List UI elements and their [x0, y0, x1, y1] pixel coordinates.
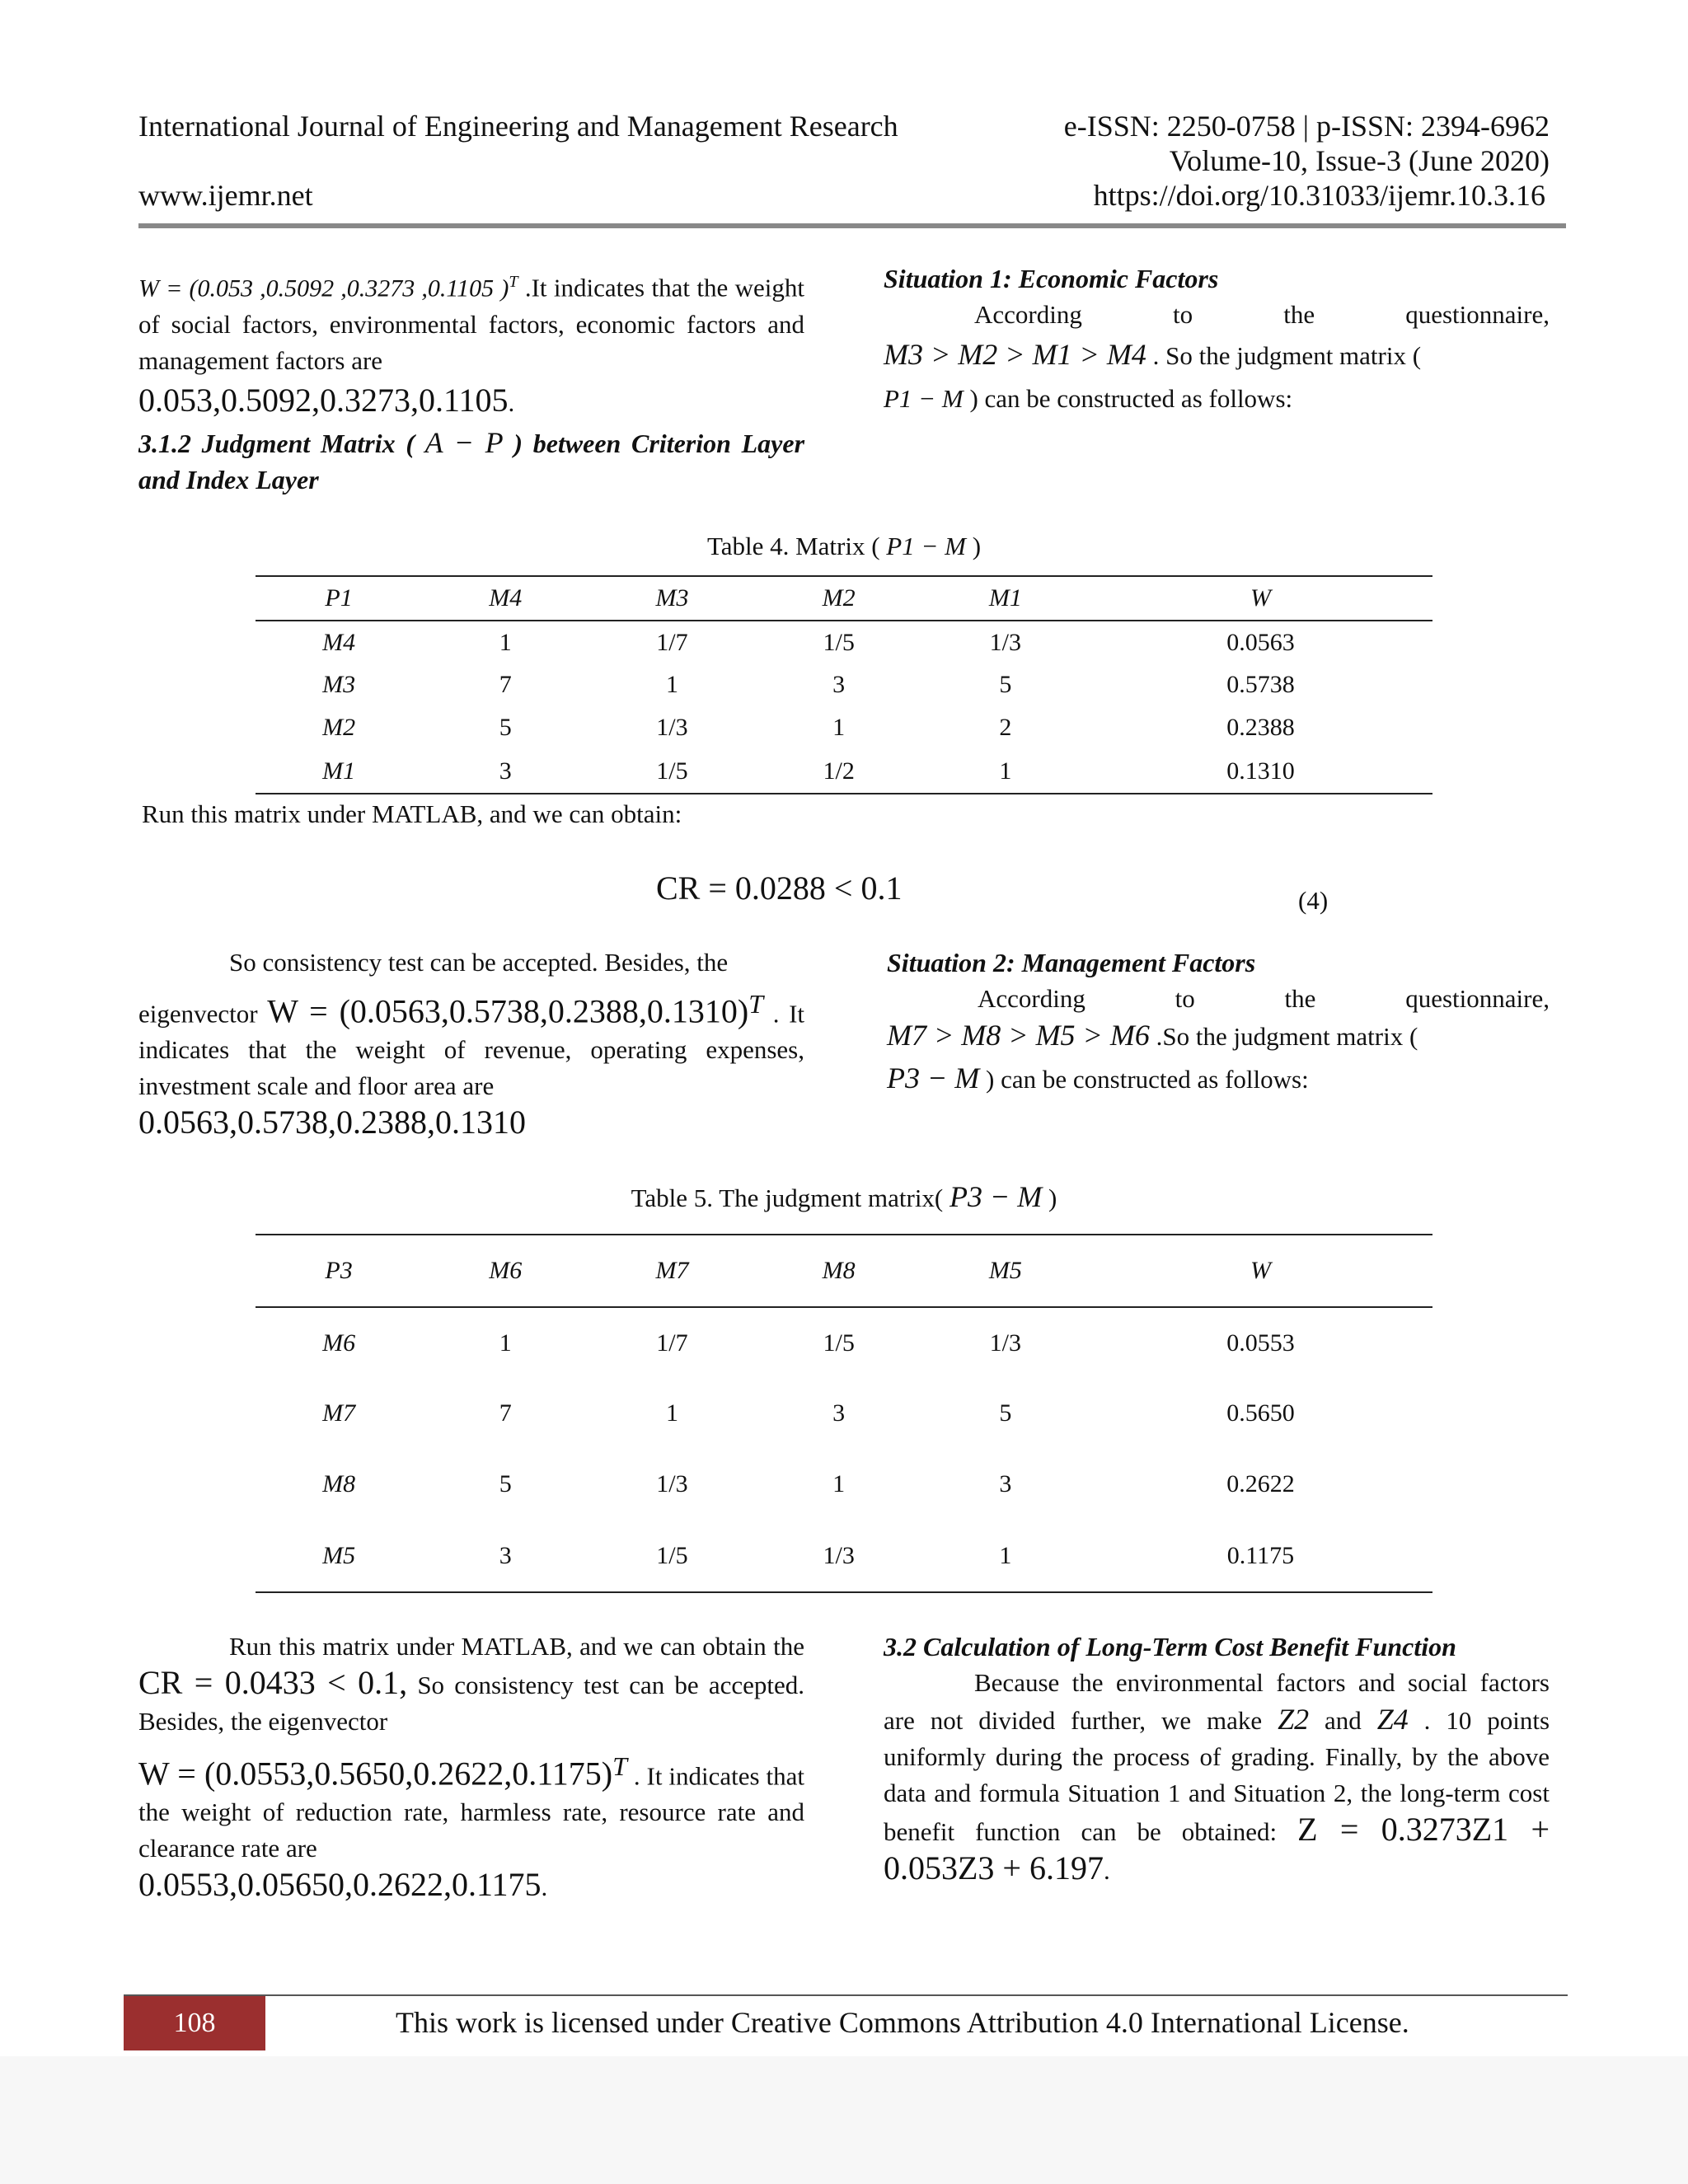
equation-number: (4) [1298, 886, 1329, 915]
situation-2-heading: Situation 2: Management Factors [887, 948, 1256, 977]
journal-title: International Journal of Engineering and Management Research [138, 110, 898, 143]
table-5-header-row [256, 1235, 1432, 1307]
situation-2-intro: According to the questionnaire, [978, 984, 1550, 1013]
header-cell: W [1250, 584, 1271, 612]
footer-divider [124, 1994, 1568, 1996]
caption-close: ) [1048, 1183, 1057, 1212]
issn: e-ISSN: 2250-0758 | p-ISSN: 2394-6962 [1063, 110, 1550, 143]
table-cell: 1/5 [656, 757, 688, 785]
cost-benefit-function: Z = 0.3273Z1 + 0.053Z3 + 6.197 [884, 1811, 1550, 1886]
table-cell: 5 [499, 714, 512, 741]
table-cell: 1 [665, 671, 678, 698]
table-cell: 1/3 [823, 1541, 855, 1569]
table-cell: 1/3 [656, 1470, 688, 1497]
header-cell: M1 [988, 584, 1022, 612]
table-cell: 1/5 [656, 1541, 688, 1569]
table-cell: 1/7 [656, 1329, 688, 1357]
table-cell: 1/5 [823, 1329, 855, 1357]
situation-1-text-end: ) can be constructed as follows: [969, 384, 1293, 413]
footer-shade [0, 2056, 1688, 2184]
weight-formula: W = (0.053 ,0.5092 ,0.3273 ,0.1105 ) [138, 274, 509, 302]
right-bottom-column [884, 1629, 1550, 1889]
eigenvector-formula: W = (0.0563,0.5738,0.2388,0.1310) [267, 992, 749, 1030]
row-label: M7 [322, 1399, 356, 1427]
management-order: M7 > M8 > M5 > M6 [887, 1019, 1150, 1052]
table-row [256, 749, 1432, 794]
row-label: M8 [322, 1470, 356, 1497]
table-cell: 1 [499, 1329, 512, 1357]
table-cell: 1 [665, 1399, 678, 1427]
caption-math: P1 − M [886, 532, 966, 560]
table-4-caption [0, 530, 1688, 563]
table-cell: 1 [832, 1470, 846, 1497]
eigenvector-explanation: . It indicates that the weight of revenue, operating expenses, investment scale and floor area are [138, 999, 805, 1101]
table-5-caption [0, 1180, 1688, 1215]
header-cell: M3 [655, 584, 689, 612]
eigenvector-formula-2: W = (0.0553,0.5650,0.2622,0.1175) [138, 1755, 613, 1793]
table-row [256, 621, 1432, 663]
section-32-text-2: . 10 points uniformly during the process of grading. Finally, by the above data and formula Situation 1 and Situation 2, the long-term cost benefit function can be obtained: [884, 1706, 1550, 1846]
row-label: M4 [322, 628, 356, 656]
table-cell: 2 [999, 714, 1012, 741]
situation-1-heading: Situation 1: Economic Factors [884, 264, 1219, 293]
header-cell: M6 [489, 1257, 523, 1284]
period: . [1104, 1856, 1110, 1885]
formula-superscript: T [509, 273, 518, 291]
table-cell: 1/3 [656, 714, 688, 741]
period: . [508, 388, 515, 418]
table-cell: 5 [499, 1470, 512, 1497]
right-mid-column [887, 944, 1550, 1098]
header-divider [138, 223, 1566, 228]
equation-cr: CR = 0.0288 < 0.1 [656, 869, 903, 907]
header-cell: M5 [988, 1257, 1022, 1284]
right-top-column [884, 260, 1550, 417]
section-32-text: Because the environmental factors and social factors are not divided further, we make [884, 1668, 1550, 1735]
table-cell: 1/3 [989, 1329, 1022, 1357]
matlab-run-text-2: Run this matrix under MATLAB, and we can obtain the [229, 1632, 804, 1661]
table-cell: 5 [999, 671, 1012, 698]
table-4-header-row [256, 576, 1432, 621]
row-label: M1 [322, 757, 356, 785]
formula-superscript: T [612, 1751, 627, 1781]
license-notice: This work is licensed under Creative Commons Attribution 4.0 International License. [396, 2006, 1409, 2039]
left-top-column [138, 264, 804, 498]
variable-z4: Z4 [1376, 1703, 1409, 1736]
table-cell: 0.2622 [1226, 1470, 1295, 1497]
table-row [256, 663, 1432, 706]
table-cell: 3 [832, 671, 846, 698]
situation-1-text: . So the judgment matrix ( [1152, 341, 1422, 370]
heading-rest: ) between Criterion Layer and Index Layer [138, 429, 805, 495]
table-cell: 1 [999, 757, 1012, 785]
website-link[interactable]: www.ijemr.net [138, 179, 313, 212]
table-row [256, 706, 1432, 749]
caption-text: Table 4. Matrix ( [706, 532, 880, 560]
table-cell: 7 [499, 671, 512, 698]
consistency-text: So consistency test can be accepted. Besides, the [229, 948, 729, 977]
matrix-name-p3: P3 − M [887, 1062, 980, 1094]
row-label: M3 [322, 671, 356, 698]
section-heading-32: 3.2 Calculation of Long-Term Cost Benefit Function [884, 1632, 1456, 1661]
cr-value-2: CR = 0.0433 < 0.1, [138, 1664, 408, 1701]
weight-explanation: .It indicates that the weight of social factors, environmental factors, economic factors and management factors are [138, 273, 804, 376]
table-cell: 0.1175 [1226, 1541, 1295, 1569]
table-cell: 3 [832, 1399, 846, 1427]
header-cell: M4 [489, 584, 523, 612]
table-row [256, 1378, 1432, 1449]
consistency-text-2: So consistency test can be accepted. Besides, the eigenvector [138, 1671, 804, 1736]
header-cell: M2 [822, 584, 856, 612]
table-cell: 3 [499, 757, 512, 785]
period: . [541, 1872, 548, 1902]
left-bottom-column [138, 1629, 804, 1905]
table-cell: 3 [999, 1470, 1012, 1497]
table-row [256, 1307, 1432, 1378]
heading-math: A − P [424, 426, 504, 460]
table-row [256, 1449, 1432, 1520]
header-cell: P1 [325, 584, 353, 612]
left-mid-column [138, 944, 804, 1143]
variable-z2: Z2 [1278, 1703, 1310, 1736]
table-cell: 0.0563 [1226, 628, 1295, 656]
table-cell: 0.5738 [1226, 671, 1295, 698]
table-cell: 1 [999, 1541, 1012, 1569]
table-cell: 0.5650 [1226, 1399, 1295, 1427]
table-cell: 1 [499, 628, 512, 656]
table-cell: 5 [999, 1399, 1012, 1427]
table-cell: 0.0553 [1226, 1329, 1295, 1357]
header-cell: W [1250, 1257, 1271, 1284]
caption-text: Table 5. The judgment matrix( [631, 1183, 944, 1212]
caption-math: P3 − M [950, 1180, 1043, 1213]
matrix-name-p1: P1 − M [884, 384, 964, 413]
table-cell: 1/2 [823, 757, 855, 785]
weight-values: 0.053,0.5092,0.3273,0.1105 [138, 382, 509, 419]
eigenvector-values: 0.0563,0.5738,0.2388,0.1310 [138, 1104, 526, 1141]
matlab-run-text: Run this matrix under MATLAB, and we can obtain: [142, 799, 682, 828]
row-label: M2 [322, 714, 356, 741]
table-cell: 0.2388 [1226, 714, 1295, 741]
formula-superscript: T [748, 989, 764, 1019]
page-number: 108 [124, 1996, 265, 2050]
table-cell: 0.1310 [1226, 757, 1295, 785]
table-5 [256, 1234, 1432, 1593]
caption-close: ) [972, 532, 982, 560]
eigenvector-explanation-2: . It indicates that the weight of reduction rate, harmless rate, resource rate and clearance rate are [138, 1761, 805, 1863]
situation-2-text-end: ) can be constructed as follows: [986, 1065, 1309, 1094]
row-label: M6 [322, 1329, 356, 1357]
eigenvector-values-2: 0.0553,0.05650,0.2622,0.1175 [138, 1866, 542, 1904]
table-cell: 1/5 [823, 628, 855, 656]
economic-order: M3 > M2 > M1 > M4 [884, 338, 1146, 371]
section-heading-312: 3.1.2 Judgment Matrix ( [138, 429, 415, 459]
row-label: M5 [322, 1541, 356, 1569]
situation-1-intro: According to the questionnaire, [974, 300, 1550, 329]
header-cell: M8 [822, 1257, 856, 1284]
table-4 [256, 575, 1432, 794]
situation-2-text: .So the judgment matrix ( [1156, 1022, 1418, 1051]
table-row [256, 1520, 1432, 1592]
header-cell: M7 [655, 1257, 689, 1284]
and-text: and [1325, 1706, 1362, 1735]
table-cell: 1/7 [656, 628, 688, 656]
table-cell: 1 [832, 714, 846, 741]
header-cell: P3 [325, 1257, 353, 1284]
table-cell: 1/3 [989, 628, 1022, 656]
eigenvector-label: eigenvector [138, 999, 258, 1029]
doi-link[interactable]: https://doi.org/10.31033/ijemr.10.3.16 [1093, 179, 1545, 212]
table-cell: 7 [499, 1399, 512, 1427]
table-cell: 3 [499, 1541, 512, 1569]
volume: Volume-10, Issue-3 (June 2020) [1169, 144, 1550, 177]
